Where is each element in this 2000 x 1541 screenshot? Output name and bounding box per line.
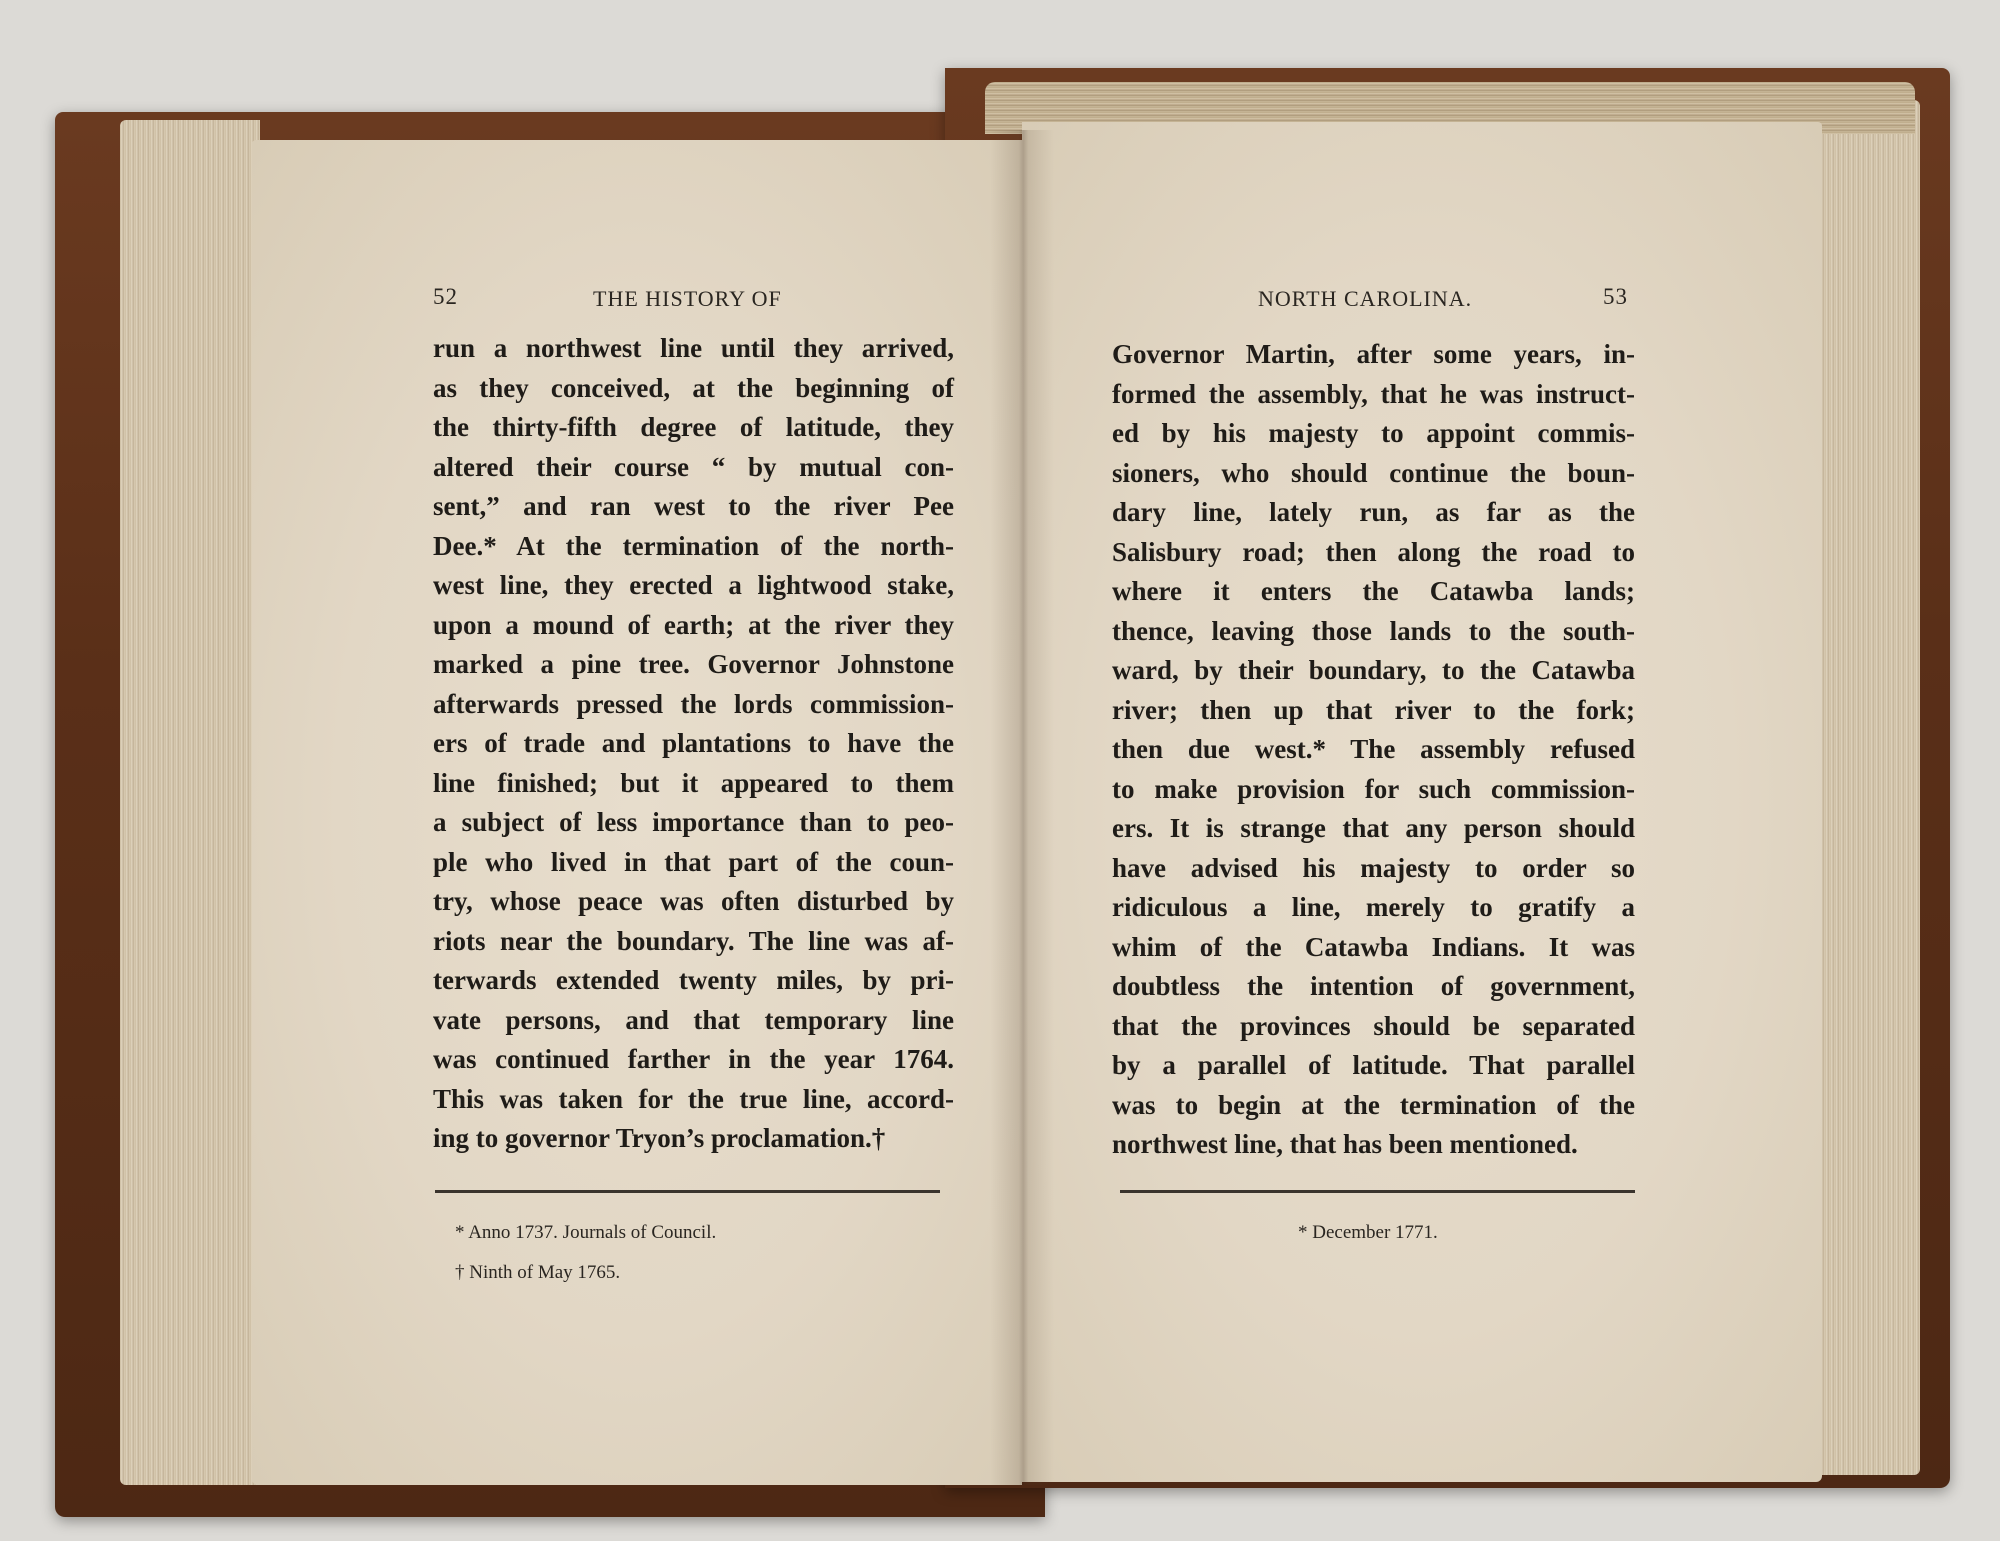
text-line: as they conceived, at the beginning of: [433, 372, 954, 403]
text-line: marked a pine tree. Governor Johnstone: [433, 649, 954, 679]
text-line: river; then up that river to the fork;: [1112, 694, 1635, 725]
text-line: a subject of less importance than to peo-: [433, 807, 954, 837]
text-line: afterwards pressed the lords commission-: [433, 688, 954, 719]
book-gutter: [990, 130, 1054, 1485]
text-line: sent,” and ran west to the river Pee: [433, 491, 954, 521]
footnote-rule-right: [1120, 1190, 1635, 1193]
text-line: was to begin at the termination of the: [1112, 1089, 1635, 1120]
text-line: thence, leaving those lands to the south-: [1112, 615, 1635, 646]
text-line: terwards extended twenty miles, by pri-: [433, 965, 954, 995]
text-line: northwest line, that has been mentioned.: [1112, 1129, 1578, 1159]
text-line: altered their course “ by mutual con-: [433, 451, 954, 482]
text-line: doubtless the intention of government,: [1112, 971, 1635, 1001]
text-line: ridiculous a line, merely to gratify a: [1112, 892, 1635, 922]
text-line: whim of the Catawba Indians. It was: [1112, 931, 1635, 962]
text-line: west line, they erected a lightwood stake,: [433, 570, 954, 600]
footnote: † Ninth of May 1765.: [455, 1262, 621, 1283]
footnote: * Anno 1737. Journals of Council.: [455, 1222, 717, 1243]
page-number-right: 53: [1603, 284, 1628, 309]
text-line: then due west.* The assembly refused: [1112, 734, 1635, 764]
text-line: to make provision for such commission-: [1112, 773, 1635, 804]
text-line: vate persons, and that temporary line: [433, 1004, 954, 1035]
text-line: dary line, lately run, as far as the: [1112, 497, 1635, 527]
page-edges-left: [120, 120, 260, 1485]
text-line: by a parallel of latitude. That parallel: [1112, 1050, 1635, 1080]
text-line: have advised his majesty to order so: [1112, 852, 1635, 883]
text-line: where it enters the Catawba lands;: [1112, 576, 1635, 606]
text-line: This was taken for the true line, accord-: [433, 1083, 954, 1114]
text-line: ers of trade and plantations to have the: [433, 728, 954, 758]
text-line: the thirty-fifth degree of latitude, they: [433, 412, 954, 442]
text-line: Dee.* At the termination of the north-: [433, 530, 954, 561]
left-page-text: [433, 329, 954, 1159]
right-page-text: [1112, 335, 1635, 1165]
text-line: sioners, who should continue the boun-: [1112, 457, 1635, 488]
text-line: line finished; but it appeared to them: [433, 767, 954, 798]
running-head-right: NORTH CAROLINA.: [1258, 286, 1473, 311]
text-line: ing to governor Tryon’s proclamation.†: [433, 1123, 886, 1153]
text-line: try, whose peace was often disturbed by: [433, 886, 954, 916]
text-line: ple who lived in that part of the coun-: [433, 846, 954, 877]
footnote-rule-left: [435, 1190, 940, 1193]
text-line: ed by his majesty to appoint commis-: [1112, 418, 1635, 448]
text-line: run a northwest line until they arrived,: [433, 333, 954, 363]
footnote: * December 1771.: [1298, 1222, 1438, 1243]
text-line: upon a mound of earth; at the river they: [433, 609, 954, 640]
text-line: Governor Martin, after some years, in-: [1112, 339, 1635, 369]
text-line: Salisbury road; then along the road to: [1112, 536, 1635, 567]
page-number-left: 52: [433, 284, 458, 309]
text-line: riots near the boundary. The line was af-: [433, 925, 954, 956]
text-line: was continued farther in the year 1764.: [433, 1044, 954, 1074]
text-line: formed the assembly, that he was instruct-: [1112, 378, 1635, 409]
text-line: that the provinces should be separated: [1112, 1010, 1635, 1041]
running-head-left: THE HISTORY OF: [593, 286, 782, 311]
text-line: ward, by their boundary, to the Catawba: [1112, 655, 1635, 685]
text-line: ers. It is strange that any person should: [1112, 813, 1635, 843]
